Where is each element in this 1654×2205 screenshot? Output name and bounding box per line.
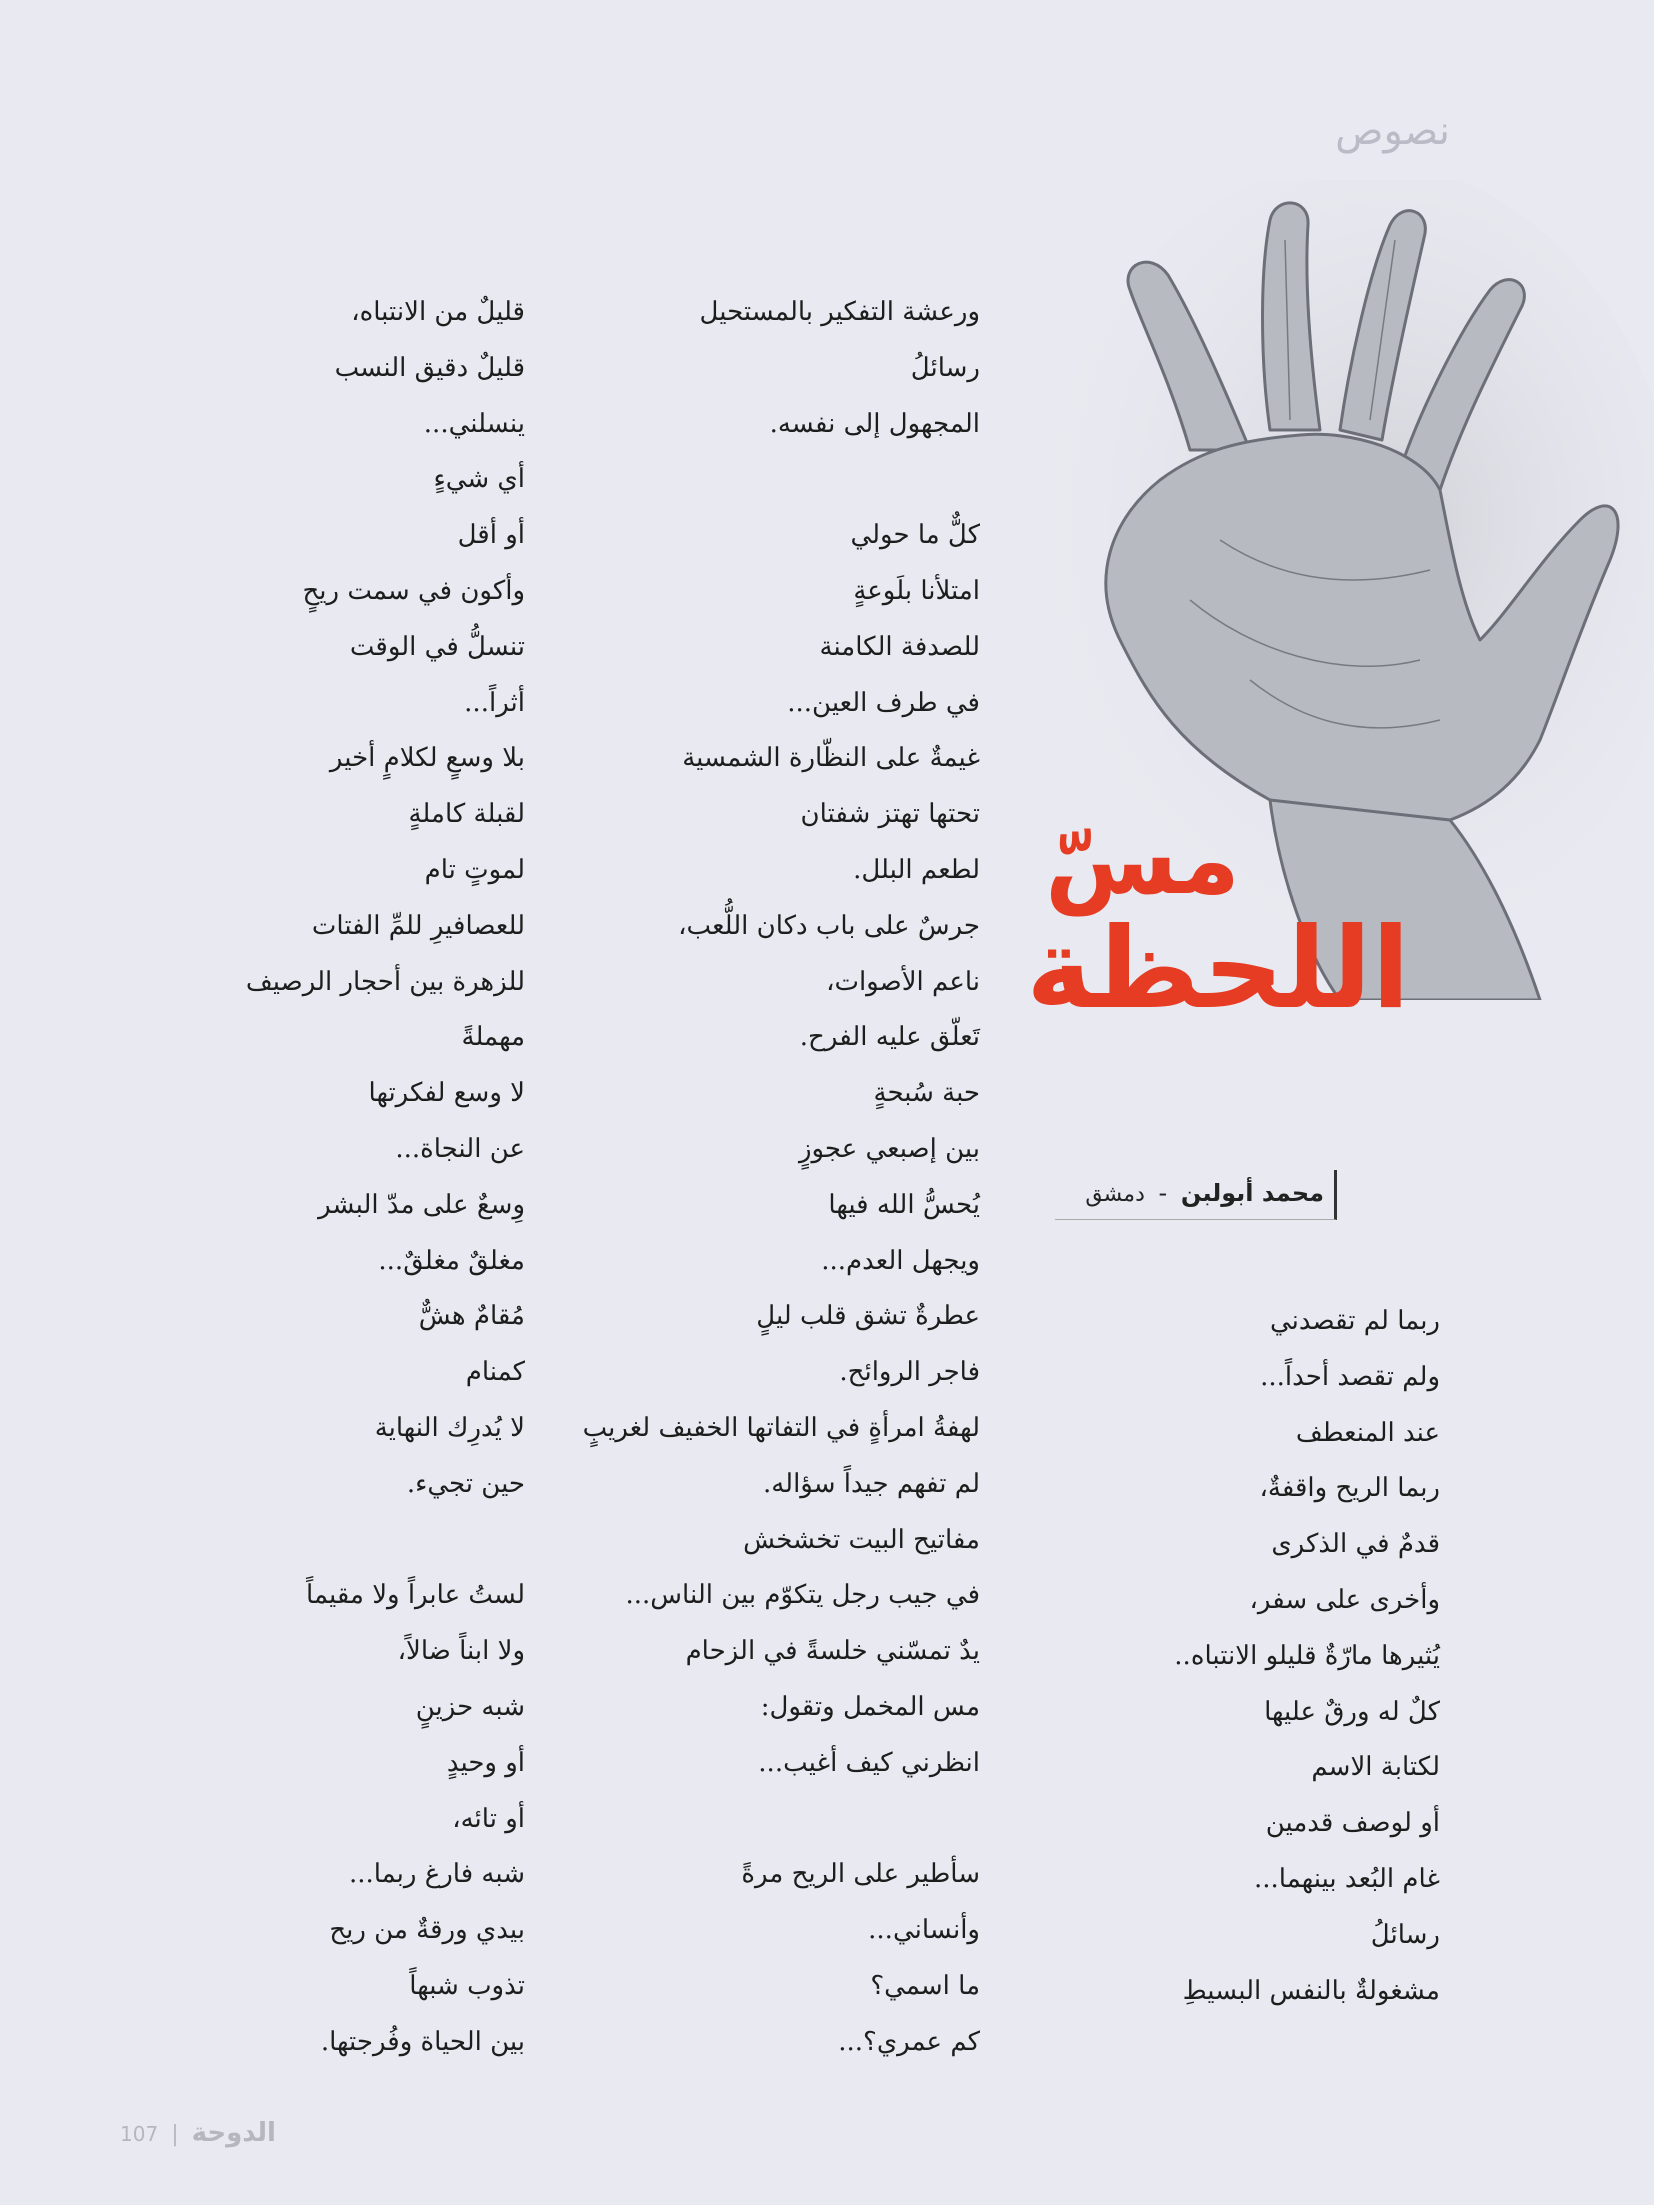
verse-line: مغلقٌ مغلقٌ... (378, 1245, 525, 1276)
verse-line: حبة سُبحةٍ (873, 1078, 980, 1109)
verse-line: ما اسمي؟ (870, 1970, 980, 2001)
verse-line: غام البُعد بينهما... (1254, 1863, 1440, 1894)
page-footer (120, 2115, 276, 2151)
verse-line: للزهرة بين أحجار الرصيف (245, 966, 525, 997)
verse-line: انظرني كيف أغيب... (758, 1747, 980, 1778)
verse-line: لا وسع لفكرتها (368, 1078, 525, 1109)
verse-line: عطرةٌ تشق قلب ليلٍ (756, 1301, 980, 1332)
verse-line: بلا وسعٍ لكلامٍ أخير (329, 743, 525, 774)
verse-line: فاجر الروائح. (839, 1357, 980, 1388)
verse-line: مس المخمل وتقول: (760, 1691, 980, 1722)
verse-line: أو وحيدٍ (446, 1747, 525, 1778)
verse-line: قليلٌ دقيق النسب (334, 352, 525, 383)
verse-line: للعصافيرِ للمِّ الفتات (311, 910, 525, 941)
verse-line: كمنام (465, 1357, 525, 1388)
verse-line: قليلٌ من الانتباه، (351, 297, 525, 327)
verse-line: وأخرى على سفر، (1249, 1584, 1440, 1615)
author-city: دمشق (1085, 1182, 1145, 1207)
page-number: 107 (120, 2122, 159, 2146)
verse-line: مهملةً (461, 1022, 525, 1053)
verse-line: بيدي ورقةٌ من ريح (329, 1915, 525, 1946)
verse-line: سأطير على الريح مرةً (741, 1859, 980, 1890)
poem-column-right (1080, 1294, 1440, 2019)
verse-line: تحتها تهتز شفتان (800, 799, 980, 830)
poem-column-left (200, 285, 525, 2071)
verse-line: في طرف العين... (787, 687, 980, 718)
verse-line: بين الحياة وفُرجتها. (320, 2026, 525, 2057)
footer-divider: | (171, 2122, 179, 2147)
verse-line: يُحسُّ الله فيها (828, 1189, 980, 1220)
section-label: نصوص (1335, 108, 1450, 154)
verse-line: ويجهل العدم... (821, 1245, 980, 1276)
verse-line: ربما لم تقصدني (1270, 1306, 1440, 1336)
verse-line: تَعلّق عليه الفرح. (799, 1022, 980, 1053)
verse-line: يُثيرها مارّةٌ قليلو الانتباه.. (1174, 1640, 1440, 1671)
verse-line: رسائلُ (1370, 1919, 1440, 1950)
verse-line: لا يُدرِك النهاية (374, 1412, 525, 1443)
magazine-logo: الدوحة (191, 2118, 276, 2148)
verse-line: يدٌ تمسّني خلسةً في الزحام (685, 1636, 980, 1667)
verse-line: كلٌ له ورقٌ عليها (1264, 1696, 1440, 1727)
byline (1055, 1170, 1337, 1220)
poem-column-middle (560, 285, 980, 2071)
verse-line: لم تفهم جيداً سؤاله. (762, 1468, 980, 1499)
verse-line: ينسلني... (423, 408, 525, 439)
verse-line (560, 452, 980, 508)
verse-line: وأكون في سمت ريحٍ (302, 575, 525, 606)
verse-line: وأنساني... (868, 1915, 980, 1946)
verse-line (200, 1513, 525, 1569)
verse-line (560, 1792, 980, 1848)
verse-line: أثراً... (464, 687, 525, 718)
verse-line: تنسلُّ في الوقت (349, 631, 525, 662)
verse-line: جرسٌ على باب دكان اللُّعب، (678, 910, 980, 941)
verse-line: ولا ابناً ضالاً، (397, 1636, 525, 1667)
verse-line: ورعشة التفكير بالمستحيل (699, 297, 980, 327)
verse-line: عن النجاة... (395, 1133, 525, 1164)
verse-line: قدمٌ في الذكرى (1271, 1529, 1440, 1560)
verse-line: وِسعٌ على مدّ البشر (318, 1189, 525, 1220)
verse-line: أي شيءٍ (433, 464, 525, 495)
verse-line: مشغولةٌ بالنفس البسيطِ (1182, 1975, 1440, 2006)
byline-separator: - (1158, 1179, 1168, 1207)
verse-line: لستُ عابراً ولا مقيماً (306, 1580, 525, 1611)
verse-line: لموتٍ تام (424, 854, 525, 885)
verse-line: غيمةٌ على النظّارة الشمسية (682, 743, 980, 774)
verse-line: لطعم البلل. (853, 854, 980, 885)
verse-line: أو أقل (457, 520, 525, 551)
verse-line: عند المنعطف (1295, 1417, 1440, 1448)
verse-line: لكتابة الاسم (1311, 1752, 1440, 1783)
verse-line: كلٌّ ما حولي (850, 520, 980, 551)
verse-line: ربما الريح واقفةٌ، (1259, 1473, 1440, 1504)
verse-line: تذوب شبهاً (409, 1970, 525, 2001)
verse-line: رسائلُ (910, 352, 980, 383)
verse-line: أو لوصف قدمين (1265, 1808, 1440, 1839)
author-name: محمد أبولبن (1180, 1179, 1324, 1207)
verse-line: لقبلة كاملةٍ (408, 799, 525, 830)
verse-line: للصدفة الكامنة (819, 631, 980, 662)
verse-line: لهفةُ امرأةٍ في التفاتها الخفيف لغريبٍ (582, 1412, 980, 1443)
verse-line: ولم تقصد أحداً... (1260, 1361, 1440, 1392)
verse-line: أو تائه، (452, 1803, 525, 1834)
title-line-1: مسّ (1044, 804, 1240, 916)
verse-line: كم عمري؟... (838, 2026, 980, 2057)
verse-line: شبه فارغ ربما... (348, 1859, 525, 1890)
title-line-2: اللحظة (1026, 903, 1410, 1034)
verse-line: امتلأنا بلَوعةٍ (853, 575, 980, 606)
verse-line: في جيب رجل يتكوّم بين الناس... (625, 1580, 980, 1611)
verse-line: ناعم الأصوات، (826, 966, 980, 997)
verse-line: مُقامٌ هشٌّ (418, 1301, 525, 1332)
verse-line: شبه حزينٍ (415, 1691, 525, 1722)
verse-line: مفاتيح البيت تخشخش (743, 1524, 980, 1555)
verse-line: بين إصبعي عجوزٍ (798, 1133, 980, 1164)
article-title (1026, 804, 1410, 1034)
verse-line: حين تجيء. (406, 1468, 525, 1499)
verse-line: المجهول إلى نفسه. (769, 408, 980, 439)
